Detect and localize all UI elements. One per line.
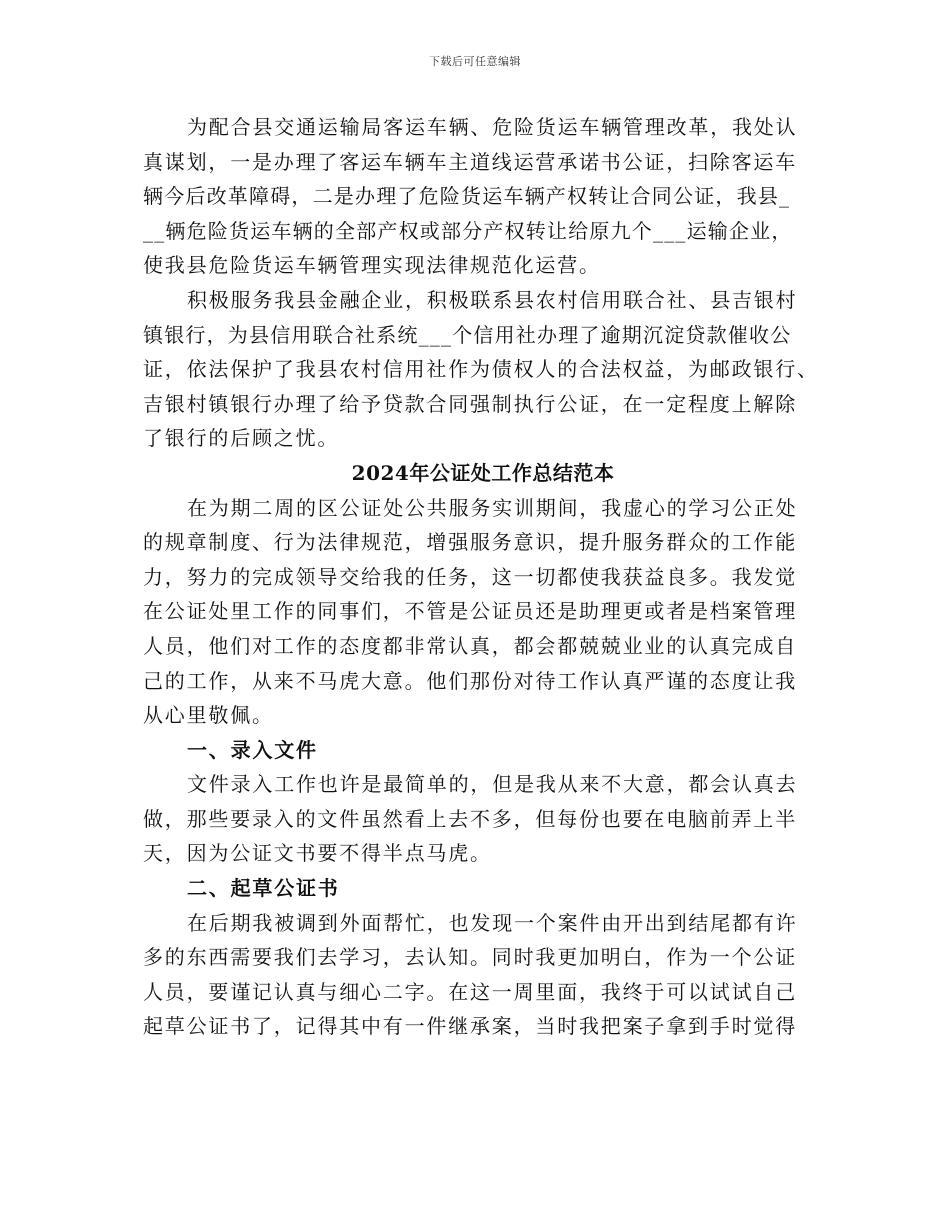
paragraph-line: 从心里敬佩。 [143, 703, 274, 728]
paragraph-line: 吉银村镇银行办理了给予贷款合同强制执行公证，在一定程度上解除 [143, 391, 797, 416]
paragraph-line: 在为期二周的区公证处公共服务实训期间，我虚心的学习公正处 [187, 495, 798, 520]
paragraph-line: 在公证处里工作的同事们，不管是公证员还是助理更或者是档案管理 [143, 599, 797, 624]
paragraph-line: 己的工作，从来不马虎大意。他们那份对待工作认真严谨的态度让我 [143, 668, 797, 693]
paragraph-line: __辆危险货运车辆的全部产权或部分产权转让给原九个___运输企业， [143, 218, 793, 243]
paragraph-line: 为配合县交通运输局客运车辆、危险货运车辆管理改革，我处认 [187, 115, 798, 139]
paragraph-line: 镇银行，为县信用联合社系统___个信用社办理了逾期沉淀贷款催收公 [143, 322, 792, 347]
paragraph-line: 证，依法保护了我县农村信用社作为债权人的合法权益，为邮政银行、 [143, 357, 819, 382]
section-heading: 一、录入文件 [187, 737, 318, 762]
paragraph-line: 文件录入工作也许是最简单的，但是我从来不大意，都会认真去 [187, 772, 798, 797]
paragraph-line: 真谋划，一是办理了客运车辆车主道线运营承诺书公证，扫除客运车 [143, 149, 797, 174]
paragraph-line: 力，努力的完成领导交给我的任务，这一切都使我获益良多。我发觉 [143, 564, 797, 589]
paragraph-line: 在后期我被调到外面帮忙，也发现一个案件由开出到结尾都有许 [187, 910, 798, 935]
paragraph-line: 的规章制度、行为法律规范，增强服务意识，提升服务群众的工作能 [143, 530, 797, 555]
paragraph-line: 做，那些要录入的文件虽然看上去不多，但每份也要在电脑前弄上半 [143, 806, 797, 831]
paragraph-line: 积极服务我县金融企业，积极联系县农村信用联合社、县吉银村 [187, 287, 798, 312]
paragraph-line: 天，因为公证文书要不得半点马虎。 [143, 841, 492, 866]
document-body [143, 110, 823, 1044]
document-title: 2024年公证处工作总结范本 [351, 460, 615, 485]
paragraph-line: 起草公证书了，记得其中有一件继承案，当时我把案子拿到手时觉得 [143, 1014, 797, 1039]
paragraph-line: 使我县危险货运车辆管理实现法律规范化运营。 [143, 253, 601, 278]
paragraph-line: 了银行的后顾之忧。 [143, 426, 340, 451]
paragraph-line: 人员，他们对工作的态度都非常认真，都会都兢兢业业的认真完成自 [143, 633, 797, 658]
paragraph-line: 人员，要谨记认真与细心二字。在这一周里面，我终于可以试试自己 [143, 979, 797, 1004]
paragraph-line: 多的东西需要我们去学习，去认知。同时我更加明白，作为一个公证 [143, 945, 797, 970]
section-heading: 二、起草公证书 [187, 876, 340, 901]
page-header: 下载后可任意编辑 [429, 55, 521, 68]
paragraph-line: 辆今后改革障碍，二是办理了危险货运车辆产权转让合同公证，我县_ [143, 184, 791, 209]
